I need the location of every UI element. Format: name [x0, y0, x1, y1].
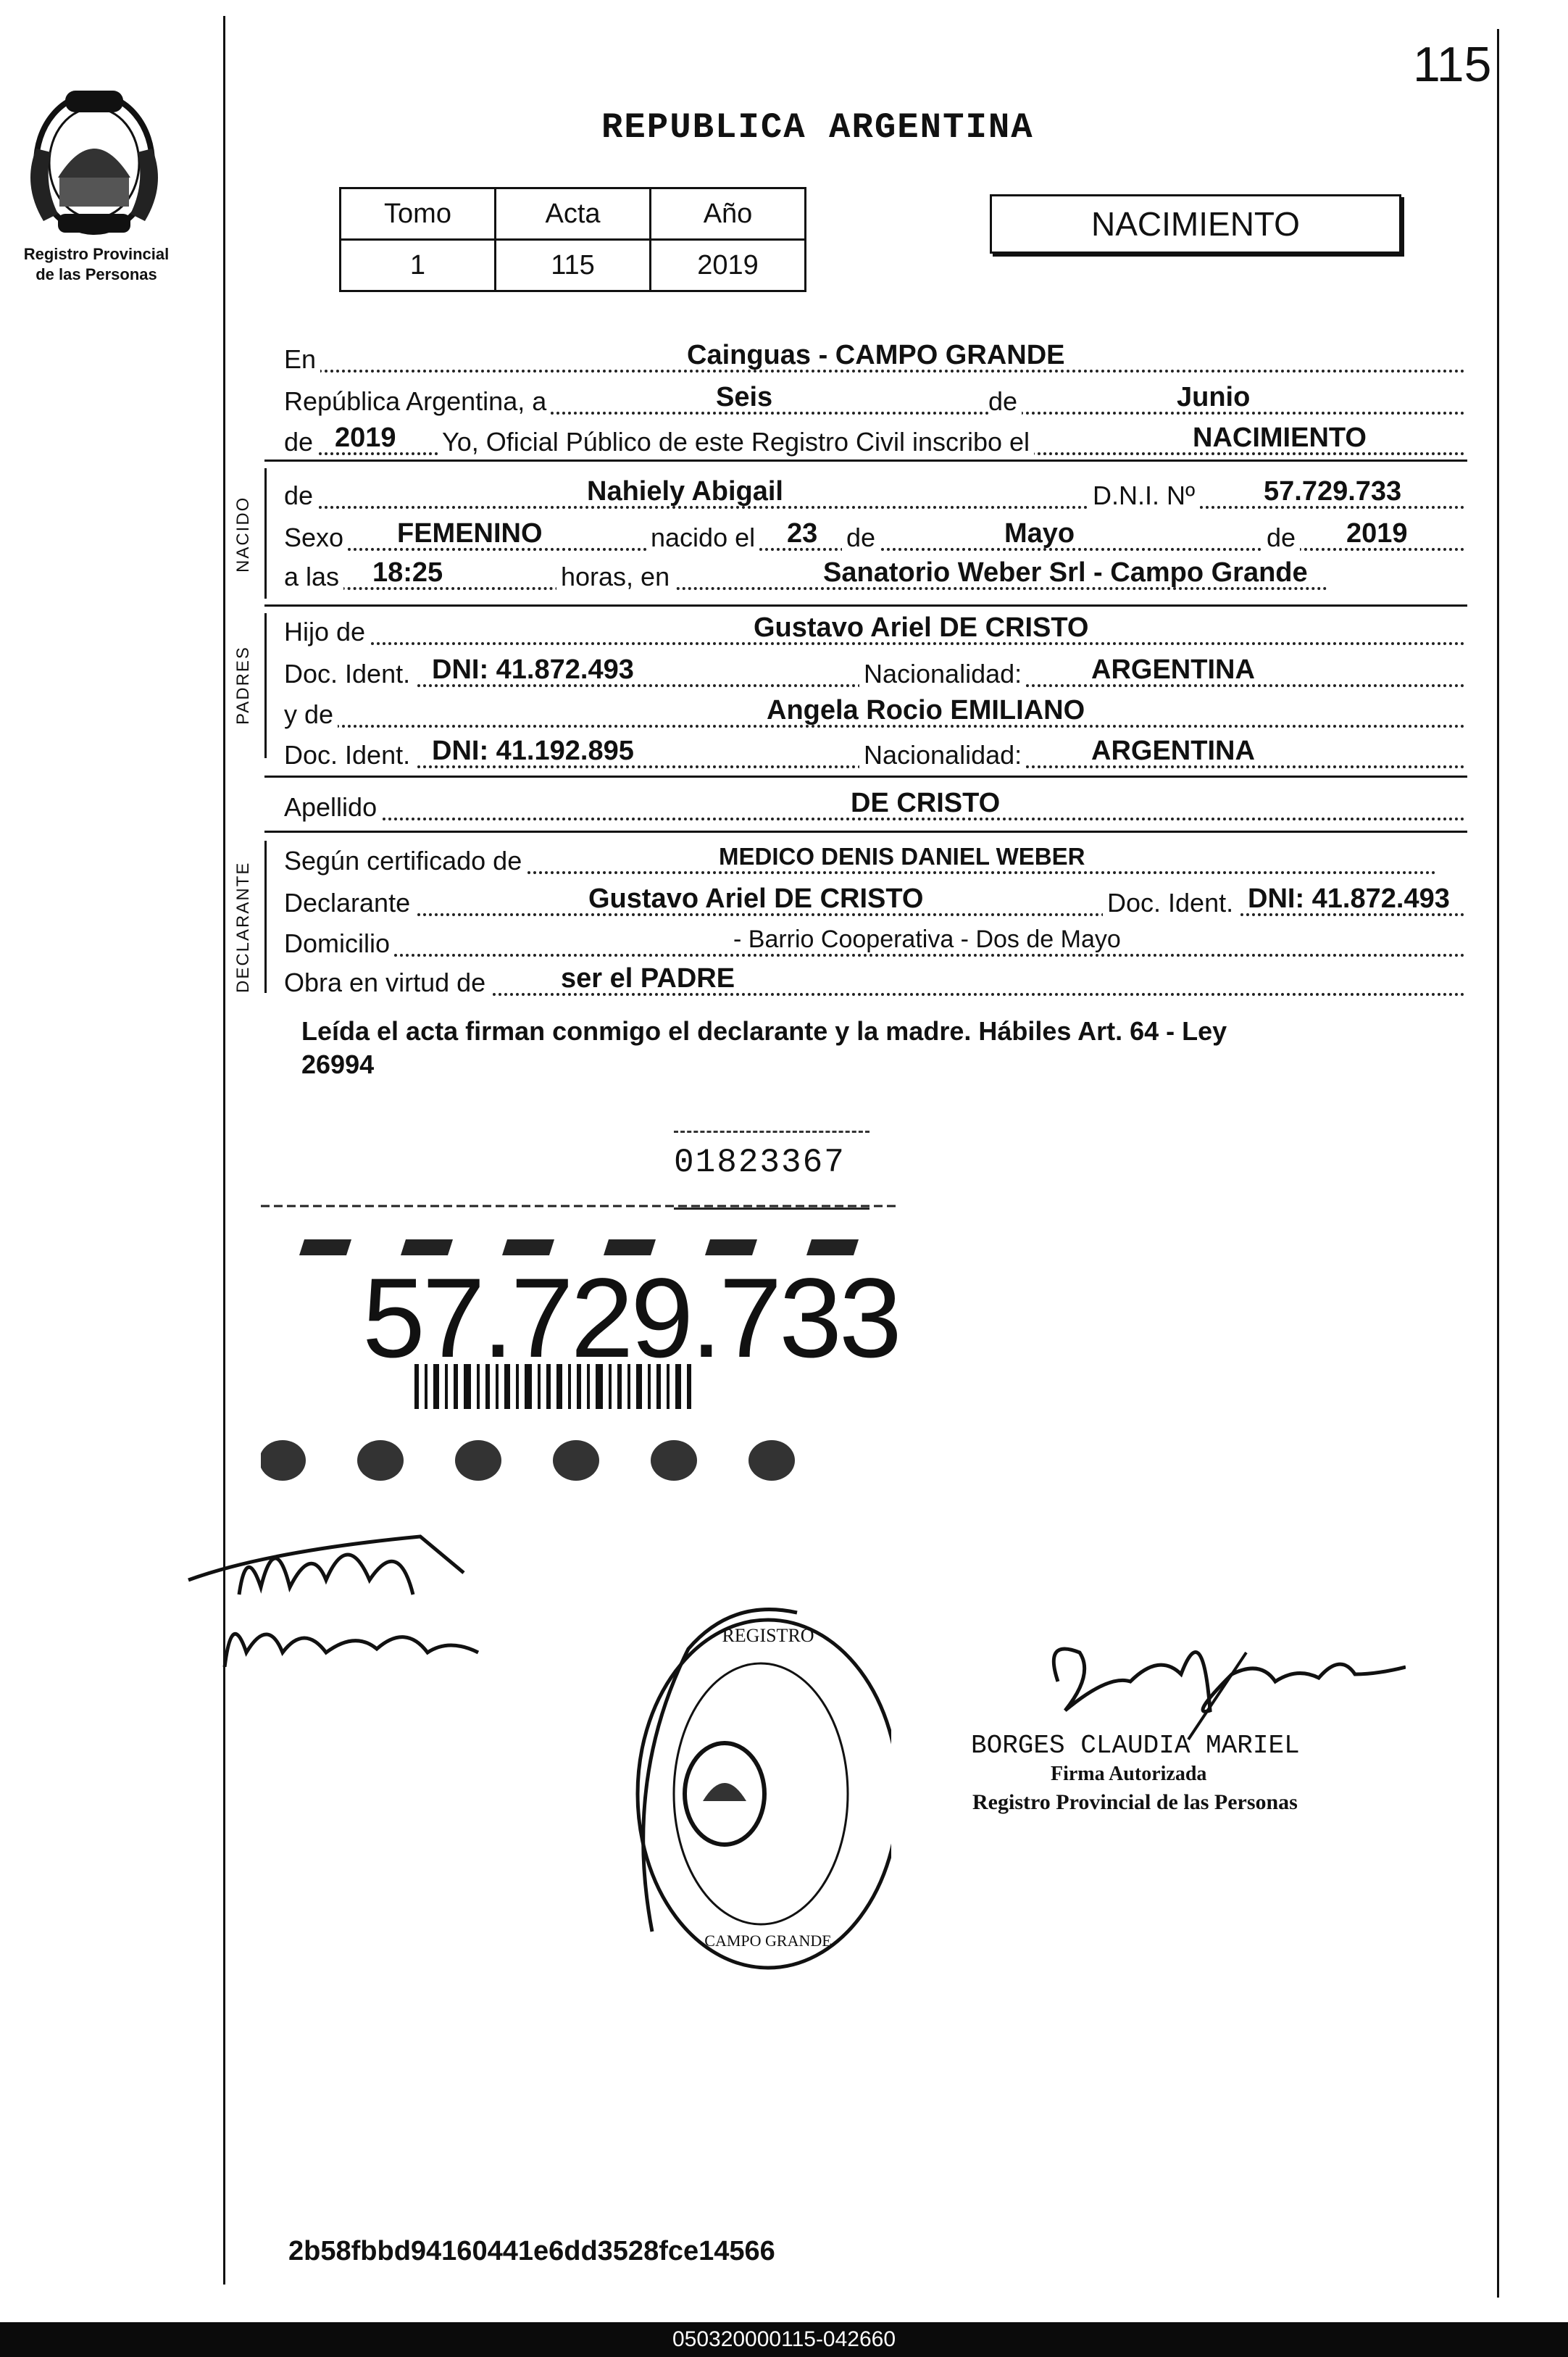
- row-father-doc: [284, 654, 1465, 689]
- label-apellido: Apellido: [284, 793, 381, 822]
- value-declarante-doc: DNI: 41.872.493: [1245, 884, 1453, 913]
- signature-official: [1014, 1609, 1406, 1747]
- signatory-organization: Registro Provincial de las Personas: [972, 1790, 1298, 1814]
- value-apellido: DE CRISTO: [848, 789, 1003, 818]
- stamp-bottom-text: CAMPO GRANDE: [704, 1932, 832, 1950]
- label-de2: de: [284, 428, 317, 457]
- label-doc-ident-mother: Doc. Ident.: [284, 741, 414, 770]
- document-hash: 2b58fbbd94160441e6dd3528fce14566: [288, 2236, 775, 2266]
- label-republica: República Argentina, a: [284, 387, 551, 416]
- divider-declarante-top: [264, 831, 1467, 833]
- label-nacido-el: nacido el: [646, 523, 759, 552]
- value-event: NACIMIENTO: [1190, 423, 1369, 452]
- bracket-declarante: [264, 841, 267, 993]
- signatory-name: BORGES CLAUDIA MARIEL: [971, 1731, 1300, 1761]
- value-day: Seis: [713, 383, 775, 412]
- label-nacionalidad-father: Nacionalidad:: [859, 660, 1026, 689]
- label-doc-ident-decl: Doc. Ident.: [1103, 889, 1238, 918]
- label-alas: a las: [284, 562, 343, 591]
- row-father: [284, 612, 1465, 647]
- row-apellido: [284, 788, 1465, 822]
- label-en: En: [284, 345, 320, 374]
- provincia-misiones-seal-icon: [14, 76, 174, 250]
- value-reason: ser el PADRE: [558, 964, 738, 993]
- officer-text: Yo, Oficial Público de este Registro Civil inscribo el: [438, 428, 1034, 457]
- value-declarante-name: Gustavo Ariel DE CRISTO: [585, 884, 926, 913]
- value-address: - Barrio Cooperativa - Dos de Mayo: [730, 925, 1124, 954]
- value-month: Junio: [1174, 383, 1253, 412]
- label-de-nacido: de: [284, 481, 317, 510]
- row-officer: [284, 423, 1465, 457]
- logo-caption: Registro Provincial de las Personas: [23, 245, 170, 283]
- page-number: 115: [1413, 37, 1492, 92]
- row-obra: [284, 963, 1465, 997]
- value-cert: MEDICO DENIS DANIEL WEBER: [716, 842, 1088, 871]
- value-ano: 2019: [651, 240, 806, 291]
- row-domicilio: [284, 926, 1465, 958]
- label-hijo-de: Hijo de: [284, 618, 370, 647]
- row-mother-doc: [284, 736, 1465, 770]
- value-time: 18:25: [370, 558, 446, 587]
- section-declarante: DECLARANTE: [233, 861, 253, 993]
- label-de-month: de: [842, 523, 880, 552]
- label-sexo: Sexo: [284, 523, 348, 552]
- row-nacido-time: [284, 557, 1465, 591]
- row-date: [284, 382, 1465, 416]
- stamp-top-text: REGISTRO: [722, 1625, 814, 1646]
- serial-top-line: [674, 1131, 870, 1137]
- value-birth-place: Sanatorio Weber Srl - Campo Grande: [820, 558, 1311, 587]
- value-acta: 115: [496, 240, 651, 291]
- sticker-number: 57.729.733: [362, 1255, 899, 1381]
- divider-apellido-top: [264, 776, 1467, 778]
- row-declarante: [284, 884, 1465, 918]
- label-obra: Obra en virtud de: [284, 968, 490, 997]
- value-place: Cainguas - CAMPO GRANDE: [684, 341, 1067, 370]
- label-nacionalidad-mother: Nacionalidad:: [859, 741, 1026, 770]
- value-birth-month: Mayo: [1001, 519, 1077, 548]
- value-birth-year: 2019: [1343, 519, 1411, 548]
- value-child-name: Nahiely Abigail: [584, 477, 786, 506]
- label-domicilio: Domicilio: [284, 929, 394, 958]
- label-segun-cert: Según certificado de: [284, 847, 526, 876]
- header-ano: Año: [651, 188, 806, 240]
- value-father-nat: ARGENTINA: [1088, 655, 1258, 684]
- page-title: REPUBLICA ARGENTINA: [601, 107, 1034, 148]
- security-pattern-top: [261, 1206, 898, 1255]
- section-nacido: NACIDO: [233, 496, 253, 573]
- section-padres: PADRES: [233, 646, 253, 725]
- value-mother-doc: DNI: 41.192.895: [429, 736, 637, 765]
- value-mother-nat: ARGENTINA: [1088, 736, 1258, 765]
- label-y-de: y de: [284, 700, 338, 729]
- value-tomo: 1: [341, 240, 496, 291]
- header-tomo: Tomo: [341, 188, 496, 240]
- value-year: 2019: [332, 423, 399, 452]
- sticker-serial: 01823367: [674, 1144, 846, 1181]
- official-stamp: [623, 1591, 891, 1975]
- row-nacido-name: [284, 476, 1465, 510]
- value-mother: Angela Rocio EMILIANO: [764, 696, 1088, 725]
- label-de: de: [988, 387, 1022, 416]
- signatory-role: Firma Autorizada: [1051, 1763, 1207, 1785]
- left-margin-line: [223, 16, 225, 2285]
- value-sexo: FEMENINO: [394, 519, 546, 548]
- row-mother: [284, 695, 1465, 729]
- record-type-box: NACIMIENTO: [990, 194, 1401, 254]
- value-father-doc: DNI: 41.872.493: [429, 655, 637, 684]
- security-pattern-bottom: [261, 1440, 795, 1481]
- bracket-padres: [264, 613, 267, 758]
- value-father: Gustavo Ariel DE CRISTO: [751, 613, 1091, 642]
- divider-nacido-top: [264, 460, 1467, 462]
- value-child-dni: 57.729.733: [1261, 477, 1404, 506]
- label-horas: horas, en: [556, 562, 674, 591]
- right-margin-line: [1497, 29, 1499, 2298]
- signature-declarante: [181, 1486, 522, 1667]
- row-place: [284, 340, 1465, 374]
- legal-note: Leída el acta firman conmigo el declarante y la madre. Hábiles Art. 64 - Ley 26994: [301, 1016, 1227, 1079]
- label-de-year: de: [1262, 523, 1300, 552]
- label-declarante: Declarante: [284, 889, 414, 918]
- label-dni: D.N.I. Nº: [1088, 481, 1199, 510]
- bracket-nacido: [264, 468, 267, 599]
- row-nacido-sexo: [284, 518, 1465, 552]
- value-birth-day: 23: [784, 519, 820, 548]
- record-table: [339, 187, 806, 292]
- divider-padres-top: [264, 604, 1467, 607]
- row-cert: [284, 843, 1465, 876]
- label-doc-ident-father: Doc. Ident.: [284, 660, 414, 689]
- footer-code: 050320000115-042660: [0, 2322, 1568, 2357]
- header-acta: Acta: [496, 188, 651, 240]
